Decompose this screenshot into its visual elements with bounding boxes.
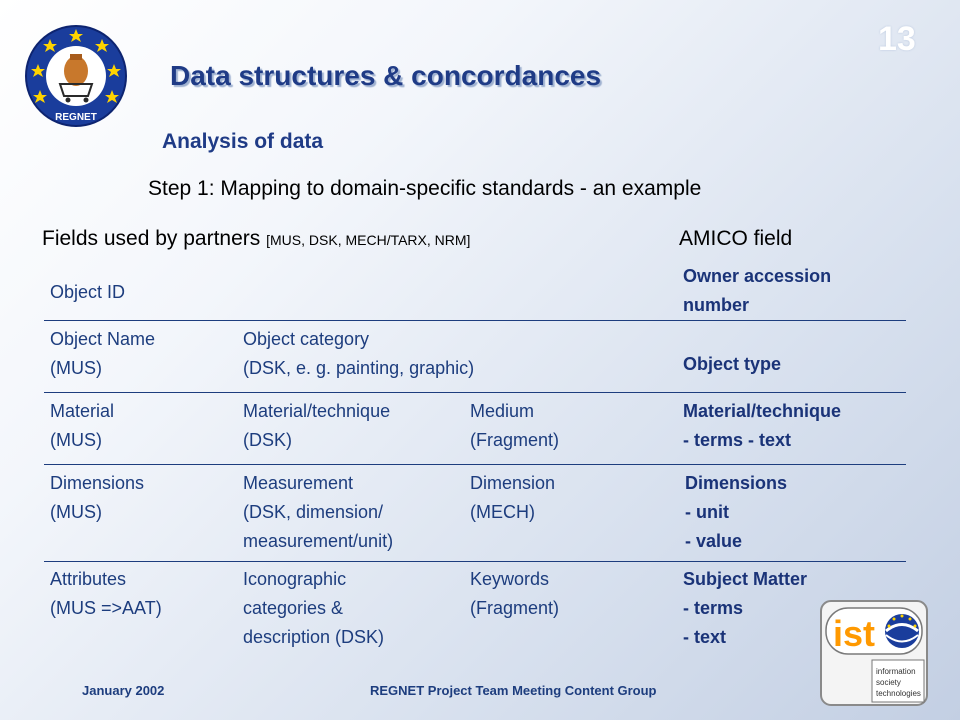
row-5-amico-field: Subject Matter - terms - text	[683, 569, 808, 647]
row-4-mus-field: Dimensions (MUS)	[50, 473, 145, 522]
ist-logo	[820, 600, 928, 706]
row-4-dsk-field: Measurement (DSK, dimension/ measurement/unit)	[243, 473, 394, 551]
fields-partners: [MUS, DSK, MECH/TARX, NRM]	[266, 232, 471, 248]
footer-date: January 2002	[82, 683, 165, 698]
svg-text:information: information	[876, 667, 916, 676]
fields-heading	[42, 227, 470, 251]
row-4-other-field: Dimension (MECH)	[470, 473, 556, 522]
row-4-amico-field: Dimensions - unit - value	[685, 473, 788, 551]
divider	[44, 392, 906, 393]
row-3-amico-field: Material/technique - terms - text	[683, 401, 842, 450]
regnet-logo-text: REGNET	[55, 112, 97, 123]
fields-label: Fields used by partners	[42, 227, 261, 250]
row-2-amico-field: Object type	[683, 354, 782, 374]
row-3-mus-field: Material (MUS)	[50, 401, 115, 450]
row-2-dsk-field: Object category (DSK, e. g. painting, graphic)	[243, 329, 475, 378]
divider	[44, 464, 906, 465]
row-5-other-field: Keywords (Fragment)	[470, 569, 560, 618]
regnet-logo	[24, 24, 128, 128]
ist-logo-text: ist	[832, 613, 876, 654]
row-5-dsk-field: Iconographic categories & description (DSK)	[243, 569, 385, 647]
svg-text:society: society	[876, 678, 901, 687]
slide-number: 13	[878, 20, 916, 58]
svg-text:technologies: technologies	[876, 689, 921, 698]
row-5-mus-field: Attributes (MUS =>AAT)	[50, 569, 162, 618]
row-1-partner-field: Object ID	[50, 282, 126, 302]
row-1-amico-field: Owner accession number	[683, 266, 832, 315]
row-3-other-field: Medium (Fragment)	[470, 401, 560, 450]
divider	[44, 320, 906, 321]
page-title: Data structures & concordances	[170, 60, 602, 91]
amico-heading: AMICO field	[679, 227, 793, 250]
step-heading: Step 1: Mapping to domain-specific standards - an example	[148, 177, 702, 200]
row-2-mus-field: Object Name (MUS)	[50, 329, 156, 378]
footer-text: REGNET Project Team Meeting Content Group	[370, 683, 657, 698]
divider	[44, 561, 906, 562]
row-3-dsk-field: Material/technique (DSK)	[243, 401, 391, 450]
subtitle: Analysis of data	[162, 130, 324, 153]
